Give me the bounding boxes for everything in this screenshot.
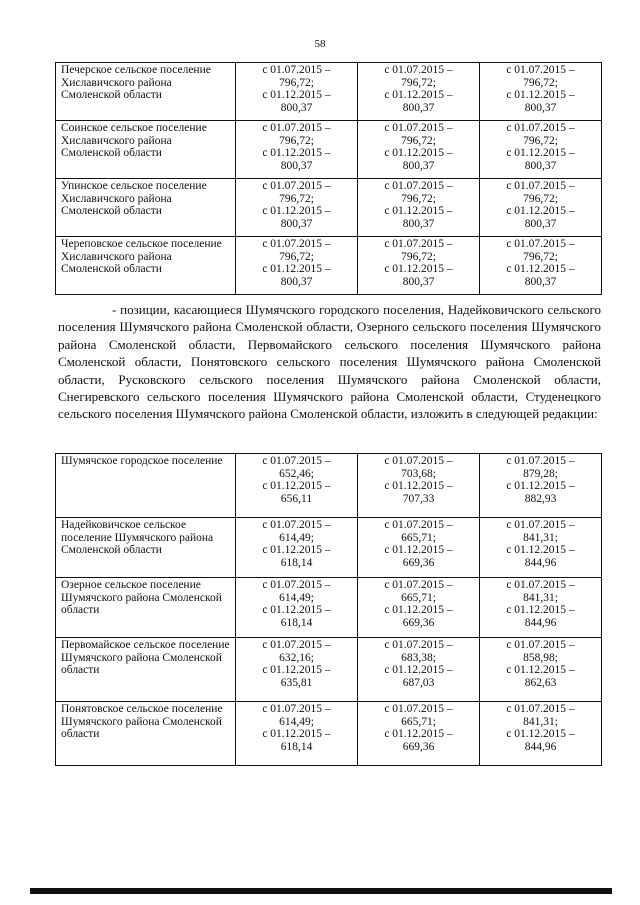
- tariff-value-line: с 01.07.2015 –: [384, 64, 453, 76]
- tariff-value-line: 800,37: [524, 275, 557, 288]
- tariff-value-line: с 01.07.2015 –: [262, 64, 331, 76]
- tariff-value-line: 665,71;: [401, 715, 436, 728]
- tariff-value-line: с 01.12.2015 –: [506, 728, 575, 740]
- tariff-value-line: 858,98;: [523, 651, 558, 664]
- tariff-value-line: с 01.12.2015 –: [262, 263, 331, 275]
- tariff-value-line: с 01.07.2015 –: [262, 519, 331, 531]
- tariff-value-line: 800,37: [280, 101, 313, 114]
- tariff-value-line: 796,72;: [523, 192, 558, 205]
- tariff-value-line: с 01.07.2015 –: [506, 455, 575, 467]
- tariff-value-line: 796,72;: [401, 250, 436, 263]
- table-row: [56, 121, 602, 179]
- tariff-value-line: с 01.07.2015 –: [506, 64, 575, 76]
- tariff-value-line: 796,72;: [279, 192, 314, 205]
- tariff-value-line: с 01.12.2015 –: [506, 480, 575, 492]
- tariff-value-line: с 01.07.2015 –: [506, 579, 575, 591]
- tariff-value-line: 707,33: [402, 492, 435, 505]
- tariff-value-line: 632,16;: [279, 651, 314, 664]
- tariff-value-line: 841,31;: [523, 715, 558, 728]
- tariff-value-line: 635,81: [280, 676, 313, 689]
- tariff-value-line: 618,14: [280, 556, 313, 569]
- tariff-value-line: с 01.07.2015 –: [384, 455, 453, 467]
- tariff-value-cell: [358, 638, 480, 702]
- tariff-value-line: с 01.12.2015 –: [262, 664, 331, 676]
- tariff-value-line: с 01.12.2015 –: [262, 604, 331, 616]
- tariff-value-line: 800,37: [402, 217, 435, 230]
- tariff-value-line: с 01.07.2015 –: [384, 122, 453, 134]
- tariff-value-cell: [480, 237, 602, 295]
- tariff-value-line: с 01.12.2015 –: [262, 89, 331, 101]
- tariff-value-line: 796,72;: [279, 250, 314, 263]
- settlement-name-cell: Надейковичское сельское поселение Шумячского района Смоленской области: [56, 518, 236, 578]
- tariff-value-cell: [236, 121, 358, 179]
- tariff-table-shumyachi: [55, 453, 602, 766]
- page-bottom-rule: [30, 888, 612, 894]
- tariff-value-line: 800,37: [402, 101, 435, 114]
- tariff-value-cell: [236, 454, 358, 518]
- tariff-value-line: 879,28;: [523, 467, 558, 480]
- settlement-name-cell: Упинское сельское поселение Хиславичского района Смоленской области: [56, 179, 236, 237]
- tariff-value-cell: [480, 518, 602, 578]
- tariff-value-cell: [480, 638, 602, 702]
- tariff-value-cell: [236, 518, 358, 578]
- tariff-value-cell: [236, 578, 358, 638]
- tariff-value-cell: [480, 63, 602, 121]
- tariff-value-line: 618,14: [280, 740, 313, 753]
- tariff-value-line: с 01.12.2015 –: [506, 205, 575, 217]
- tariff-value-cell: [358, 63, 480, 121]
- tariff-value-line: с 01.07.2015 –: [384, 180, 453, 192]
- tariff-value-line: с 01.07.2015 –: [262, 579, 331, 591]
- table-row: [56, 578, 602, 638]
- tariff-value-cell: [358, 702, 480, 766]
- tariff-value-line: 796,72;: [279, 134, 314, 147]
- tariff-value-line: с 01.07.2015 –: [506, 180, 575, 192]
- tariff-value-line: 841,31;: [523, 591, 558, 604]
- tariff-value-line: с 01.07.2015 –: [384, 639, 453, 651]
- tariff-value-line: с 01.07.2015 –: [262, 238, 331, 250]
- tariff-value-line: 614,49;: [279, 591, 314, 604]
- tariff-value-cell: [236, 63, 358, 121]
- tariff-value-line: с 01.12.2015 –: [384, 89, 453, 101]
- tariff-value-line: 796,72;: [523, 76, 558, 89]
- tariff-value-line: с 01.07.2015 –: [384, 519, 453, 531]
- tariff-value-line: 800,37: [402, 275, 435, 288]
- tariff-value-cell: [358, 518, 480, 578]
- tariff-value-cell: [236, 638, 358, 702]
- tariff-value-cell: [236, 702, 358, 766]
- settlement-name-cell: Шумячское городское поселение: [56, 454, 236, 518]
- tariff-value-line: с 01.07.2015 –: [506, 122, 575, 134]
- table-row: [56, 638, 602, 702]
- tariff-value-line: с 01.12.2015 –: [384, 480, 453, 492]
- tariff-value-line: 796,72;: [523, 134, 558, 147]
- tariff-value-line: 800,37: [280, 275, 313, 288]
- settlement-name-cell: Понятовское сельское поселение Шумячского района Смоленской области: [56, 702, 236, 766]
- tariff-value-line: с 01.12.2015 –: [262, 544, 331, 556]
- tariff-value-line: с 01.12.2015 –: [384, 205, 453, 217]
- tariff-value-line: с 01.12.2015 –: [506, 544, 575, 556]
- tariff-value-line: 841,31;: [523, 531, 558, 544]
- tariff-value-line: с 01.07.2015 –: [506, 639, 575, 651]
- tariff-value-line: 844,96: [524, 556, 557, 569]
- tariff-value-line: с 01.07.2015 –: [506, 519, 575, 531]
- tariff-value-cell: [236, 179, 358, 237]
- table-row: [56, 237, 602, 295]
- tariff-value-line: с 01.12.2015 –: [262, 147, 331, 159]
- tariff-value-line: 882,93: [524, 492, 557, 505]
- tariff-value-cell: [480, 702, 602, 766]
- tariff-value-line: 800,37: [280, 159, 313, 172]
- tariff-value-line: с 01.07.2015 –: [262, 180, 331, 192]
- tariff-value-line: с 01.12.2015 –: [506, 664, 575, 676]
- tariff-value-line: 652,46;: [279, 467, 314, 480]
- tariff-value-line: с 01.12.2015 –: [506, 147, 575, 159]
- tariff-value-line: с 01.12.2015 –: [384, 604, 453, 616]
- tariff-value-line: с 01.07.2015 –: [384, 579, 453, 591]
- tariff-value-cell: [358, 121, 480, 179]
- tariff-value-line: с 01.12.2015 –: [384, 147, 453, 159]
- table-row: [56, 454, 602, 518]
- tariff-value-cell: [358, 179, 480, 237]
- tariff-value-cell: [480, 454, 602, 518]
- tariff-value-line: с 01.12.2015 –: [506, 263, 575, 275]
- tariff-value-cell: [480, 121, 602, 179]
- tariff-value-line: 665,71;: [401, 591, 436, 604]
- tariff-value-line: с 01.12.2015 –: [384, 544, 453, 556]
- table-row: [56, 518, 602, 578]
- tariff-value-line: с 01.07.2015 –: [506, 238, 575, 250]
- amendment-paragraph: - позиции, касающиеся Шумячского городского поселения, Надейковичского сельского поселения Шумячского района Смоленской области, Озерного сельского поселения Шумячского района Смоленской области, Первомайского сельского поселения Шумячского района Смоленской области, Понятовского сельского поселения Шумячского района Смоленской области, Русковского сельского поселения Шумячского района Смоленской области, Снегиревского сельского поселения Шумячского района Смоленской области, Студенецкого сельского поселения Шумячского района Смоленской области, изложить в следующей редакции:: [58, 302, 601, 422]
- tariff-value-line: с 01.07.2015 –: [262, 455, 331, 467]
- tariff-value-line: с 01.12.2015 –: [384, 263, 453, 275]
- tariff-value-line: 800,37: [280, 217, 313, 230]
- settlement-name-cell: Первомайское сельское поселение Шумячского района Смоленской области: [56, 638, 236, 702]
- settlement-name-cell: Череповское сельское поселение Хиславичского района Смоленской области: [56, 237, 236, 295]
- tariff-value-cell: [358, 578, 480, 638]
- tariff-value-line: 669,36: [402, 556, 435, 569]
- tariff-value-line: 862,63: [524, 676, 557, 689]
- tariff-value-line: 669,36: [402, 616, 435, 629]
- tariff-value-line: 703,68;: [401, 467, 436, 480]
- settlement-name-cell: Озерное сельское поселение Шумячского района Смоленской области: [56, 578, 236, 638]
- table-row: [56, 63, 602, 121]
- tariff-value-cell: [236, 237, 358, 295]
- tariff-value-line: с 01.07.2015 –: [262, 122, 331, 134]
- tariff-value-line: 683,38;: [401, 651, 436, 664]
- tariff-value-line: с 01.07.2015 –: [262, 639, 331, 651]
- tariff-value-line: с 01.12.2015 –: [506, 89, 575, 101]
- tariff-value-cell: [480, 578, 602, 638]
- tariff-value-line: 796,72;: [523, 250, 558, 263]
- tariff-value-line: 800,37: [402, 159, 435, 172]
- tariff-value-line: с 01.12.2015 –: [384, 664, 453, 676]
- table-row: [56, 702, 602, 766]
- tariff-value-line: с 01.07.2015 –: [262, 703, 331, 715]
- tariff-value-line: 796,72;: [401, 134, 436, 147]
- tariff-value-line: с 01.12.2015 –: [262, 480, 331, 492]
- tariff-value-line: 669,36: [402, 740, 435, 753]
- tariff-value-line: 665,71;: [401, 531, 436, 544]
- tariff-value-line: 796,72;: [401, 192, 436, 205]
- tariff-value-line: 796,72;: [279, 76, 314, 89]
- tariff-value-line: 614,49;: [279, 531, 314, 544]
- tariff-value-line: с 01.12.2015 –: [262, 728, 331, 740]
- tariff-value-line: 656,11: [280, 492, 313, 505]
- tariff-value-line: с 01.07.2015 –: [384, 703, 453, 715]
- tariff-value-line: 687,03: [402, 676, 435, 689]
- tariff-value-line: 844,96: [524, 616, 557, 629]
- settlement-name-cell: Соинское сельское поселение Хиславичского района Смоленской области: [56, 121, 236, 179]
- tariff-value-line: с 01.07.2015 –: [384, 238, 453, 250]
- tariff-value-line: с 01.12.2015 –: [262, 205, 331, 217]
- tariff-value-line: с 01.12.2015 –: [384, 728, 453, 740]
- tariff-value-line: 614,49;: [279, 715, 314, 728]
- tariff-table-khislavichi: [55, 62, 602, 295]
- tariff-value-line: с 01.12.2015 –: [506, 604, 575, 616]
- tariff-value-line: 796,72;: [401, 76, 436, 89]
- tariff-value-cell: [358, 237, 480, 295]
- settlement-name-cell: Печерское сельское поселение Хиславичского района Смоленской области: [56, 63, 236, 121]
- tariff-value-line: 800,37: [524, 101, 557, 114]
- tariff-value-line: 800,37: [524, 217, 557, 230]
- tariff-value-cell: [358, 454, 480, 518]
- tariff-value-line: с 01.07.2015 –: [506, 703, 575, 715]
- tariff-value-line: 844,96: [524, 740, 557, 753]
- tariff-value-cell: [480, 179, 602, 237]
- tariff-value-line: 618,14: [280, 616, 313, 629]
- tariff-value-line: 800,37: [524, 159, 557, 172]
- page-number: 58: [314, 38, 326, 50]
- table-row: [56, 179, 602, 237]
